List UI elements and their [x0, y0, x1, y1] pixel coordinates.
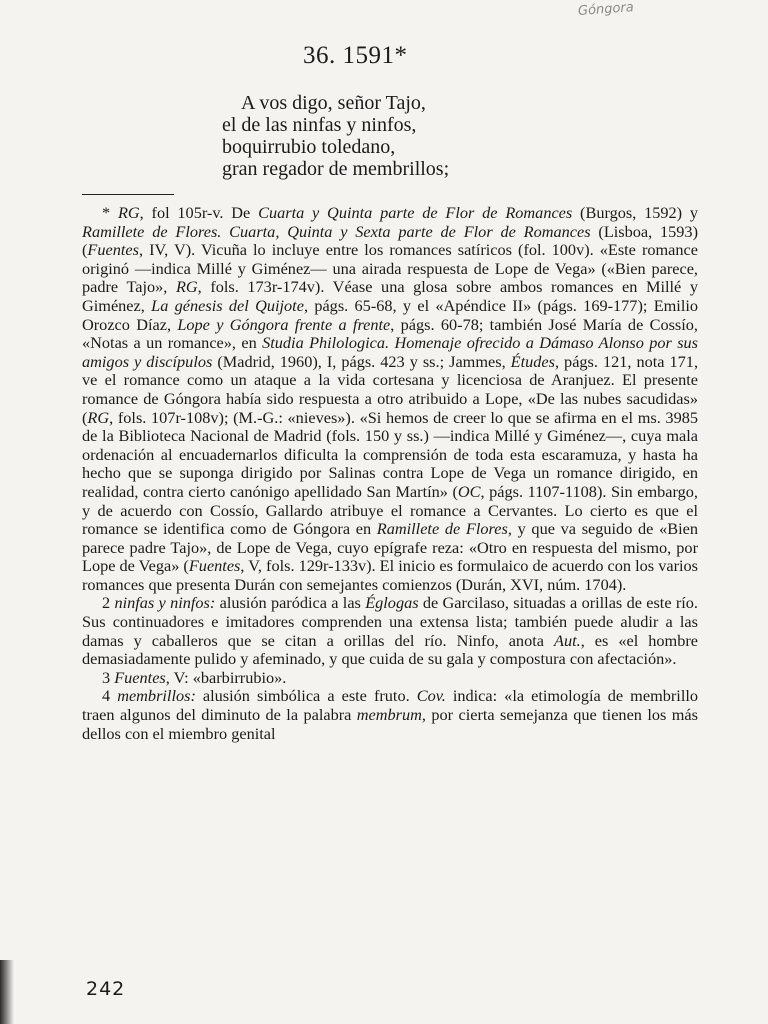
italic-text: Cov. [416, 686, 446, 706]
text-run: , IV, V). Vicuña lo incluye entre los romances satíricos (fol. 100v). «Este romance originó —indica Millé y Giménez— una airada respuesta de Lope de Vega» («Bien parece, padre Tajo», [82, 240, 698, 297]
italic-text: Études [510, 351, 555, 371]
italic-text: Lope y Góngora frente a frente [177, 314, 391, 334]
poem-line-4: gran regador de membrillos; [222, 158, 450, 180]
footnote-rule [82, 194, 174, 195]
italic-text: Fuentes [188, 556, 241, 576]
italic-text: Cuarta y Quinta parte de Flor de Romances [258, 203, 573, 222]
text-run: 4 [102, 686, 118, 706]
text-run: , por cierta semejanza que tienen los más dellos con el miembro genital [82, 705, 698, 743]
text-run: , V, fols. 129r-133v). El inicio es formulaico de acuerdo con los varios romances que presenta Durán con semejantes comienzos (Durán, XVI, núm. 1704). [82, 556, 698, 594]
poem-number: 36. 1591* [303, 42, 408, 69]
text-run: 3 [102, 667, 115, 687]
italic-text: membrillos: [117, 686, 196, 706]
text-run: (Burgos, 1592) y [572, 203, 699, 222]
text-run: 2 [102, 593, 115, 613]
italic-text: Ramillete de Flores [376, 519, 508, 539]
footnote-main [82, 204, 698, 594]
poem-line-1: A vos digo, señor Tajo, [241, 92, 426, 114]
italic-text: RG [175, 277, 198, 297]
italic-text: ninfas y ninfos: [114, 593, 216, 613]
text-run: , V: «barbirrubio». [165, 667, 287, 687]
text-run: , fols. 107r-108v); (M.-G.: «nieves»). «Si hemos de creer lo que se afirma en el ms. 3985 de la Biblioteca Nacional de Madrid (fols. 150 y ss.) —indica Millé y Giménez—, cuya mala ordenación al encuadernarlos dificulta la comprensión de toda esta escaramuza, y hasta ha hecho que se suponga dirigido por Salinas contra Lope de Vega un romance dirigido, en realidad, contra cierto canónigo apellidado San Martín» ( [82, 407, 698, 501]
text-run: de Garcilaso, situadas a orillas de este río. Sus continuadores e imitadores comprenden una extensa lista; también puede aludir a las damas y caballeros que se citan a orillas del río. Ninfo, anota [82, 593, 698, 650]
poem-stanza [222, 92, 449, 180]
italic-text: Studia Philologica. Homenaje ofrecido a Dámaso Alonso por sus amigos y discípulos [82, 333, 699, 371]
note-line-3 [82, 669, 698, 688]
text-run: alusión paródica a las [215, 593, 366, 613]
text-run: , págs. 1107-1108). Sin embargo, y de acuerdo con Cossío, Gallardo atribuye el romance a Cervantes. Lo cierto es que el romance se identifica como de Góngora en [82, 481, 698, 539]
text-run: , y que va seguido de «Bien parece padre Tajo», de Lope de Vega, cuyo epígrafe reza: «Otro en respuesta del mismo, por Lope de Vega» ( [82, 519, 698, 576]
text-run: , fols. 173r-174v). Véase una glosa sobre ambos romances en Millé y Giménez, [82, 277, 698, 315]
text-run: , págs. 60-78; también José María de Cossío, «Notas a un romance», en [82, 314, 699, 353]
italic-text: Fuentes [114, 667, 166, 687]
italic-text: Ramillete de Flores. Cuarta, Quinta y Sexta parte de Flor de Romances [82, 221, 591, 241]
text-run: * [102, 203, 118, 222]
handwritten-note: Góngora [577, 0, 635, 19]
text-run: , págs. 65-68, y el «Apéndice II» (págs. 169-177); Emilio Orozco Díaz, [82, 295, 699, 334]
text-run: (Madrid, 1960), I, págs. 423 y ss.; Jammes, [212, 351, 511, 371]
note-line-4 [82, 687, 698, 743]
italic-text: RG [87, 407, 110, 427]
italic-text: La génesis del Quijote [151, 295, 304, 315]
italic-text: Églogas [365, 593, 419, 613]
text-run: , págs. 121, nota 171, ve el romance como un ataque a la vida cortesana y licenciosa de Aranjuez. El presente romance de Góngora había sido respuesta a otro atribuido a Lope, «De las nubes sacudidas» ( [82, 351, 699, 427]
poem-line-2: el de las ninfas y ninfos, [222, 114, 417, 136]
italic-text: Fuentes [87, 240, 139, 260]
footnotes [82, 204, 698, 743]
text-run: , fol 105r-v. De [139, 203, 259, 222]
italic-text: membrum [356, 705, 422, 725]
poem-line-3: boquirrubio toledano, [222, 136, 396, 158]
italic-text: RG [117, 203, 140, 222]
scan-shadow [0, 960, 14, 1024]
text-run: (Lisboa, 1593) ( [82, 221, 698, 260]
italic-text: OC [457, 481, 481, 501]
text-run: alusión simbólica a este fruto. [195, 686, 417, 706]
text-run: indica: «la etimología de membrillo traen algunos del diminuto de la palabra [82, 686, 699, 725]
text-run: , es «el hombre demasiadamente pulido y afeminado, y que cuida de su gala y compostura con afectación». [82, 630, 699, 669]
italic-text: Aut. [554, 630, 581, 650]
note-line-2 [82, 594, 698, 668]
page-number: 242 [86, 978, 126, 1000]
